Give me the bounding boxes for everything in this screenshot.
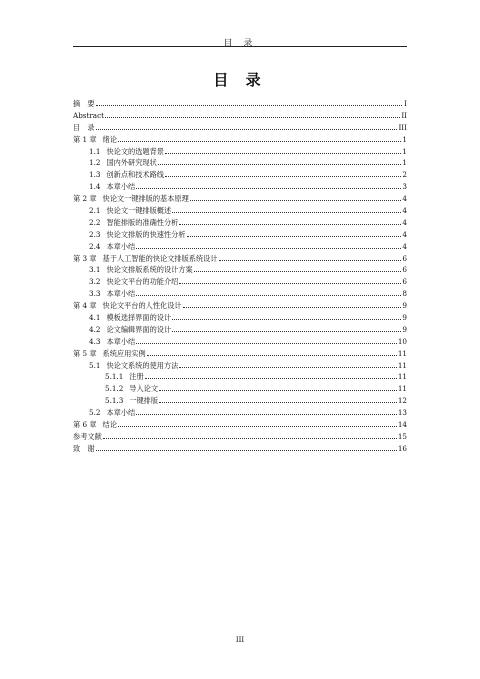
dot-leader	[165, 153, 401, 154]
toc-entry-number: 1.1	[89, 146, 101, 156]
toc-entry-number: 4.3	[89, 336, 101, 346]
toc-entry	[73, 253, 407, 265]
dot-leader	[103, 438, 397, 439]
toc-entry-label: 本章小结	[106, 336, 136, 346]
dot-leader	[172, 212, 401, 213]
toc-entry	[73, 419, 407, 431]
toc-entry-label: 基于人工智能的快论文排版系统设计	[102, 253, 218, 263]
toc-entry	[73, 98, 407, 110]
toc-entry-label: 本章小结	[106, 182, 136, 192]
toc-entry-page: 9	[402, 313, 407, 323]
toc-entry-label: 参考文献	[73, 431, 102, 441]
toc-entry-page: 1	[402, 146, 407, 156]
toc-entry-page: 3	[402, 182, 407, 192]
toc-entry-page: 1	[402, 158, 407, 168]
toc-entry	[73, 264, 407, 276]
dot-leader	[159, 390, 397, 391]
toc-entry-label: 快论文排版的快速性分析	[106, 229, 186, 239]
toc-entry-label: 系统应用实例	[102, 348, 146, 358]
toc-entry	[73, 205, 407, 217]
toc-entry-number: 5.1.2	[105, 384, 124, 394]
toc-entry-page: 4	[402, 241, 407, 251]
toc-entry-number: 第 5 章	[73, 348, 97, 358]
toc-entry-label: 快论文平台的人性化设计	[102, 301, 182, 311]
toc-entry	[73, 229, 407, 241]
dot-leader	[159, 402, 397, 403]
toc-entry-number: 1.4	[89, 182, 101, 192]
toc-entry	[73, 348, 407, 360]
dot-leader	[183, 307, 402, 308]
toc-entry-number: 3.1	[89, 265, 101, 275]
header-rule	[73, 46, 407, 47]
toc-entry-number: 4.2	[89, 324, 101, 334]
toc-entry	[73, 122, 407, 134]
toc-entry	[73, 395, 407, 407]
dot-leader	[96, 450, 397, 451]
table-of-contents	[73, 98, 407, 455]
toc-entry-number: 第 1 章	[73, 134, 97, 144]
dot-leader	[172, 331, 401, 332]
toc-entry	[73, 276, 407, 288]
dot-leader	[179, 283, 401, 284]
dot-leader	[136, 188, 401, 189]
toc-entry-number: 第 6 章	[73, 420, 97, 430]
dot-leader	[145, 378, 397, 379]
dot-leader	[158, 164, 402, 165]
dot-leader	[194, 271, 402, 272]
toc-entry-number: 2.4	[89, 241, 101, 251]
toc-entry-number: 5.1.1	[105, 372, 124, 382]
dot-leader	[118, 141, 402, 142]
toc-entry	[73, 157, 407, 169]
page-number: III	[235, 636, 245, 644]
toc-entry-label: 创新点和技术路线	[106, 170, 164, 180]
toc-entry-number: 5.2	[89, 408, 101, 418]
toc-entry-page: I	[404, 99, 407, 108]
toc-entry	[73, 146, 407, 158]
toc-entry-page: III	[398, 122, 407, 132]
toc-entry-number: 第 4 章	[73, 301, 97, 311]
dot-leader	[105, 117, 400, 118]
toc-entry-label: 结论	[102, 420, 117, 430]
toc-entry-label: 论文编辑界面的设计	[106, 324, 172, 334]
toc-entry-page: 6	[402, 277, 407, 287]
toc-entry-page: 13	[397, 408, 407, 418]
toc-entry	[73, 181, 407, 193]
toc-entry-page: 9	[402, 324, 407, 334]
toc-entry-label: 摘 要	[73, 99, 95, 108]
toc-entry-page: 9	[402, 301, 407, 311]
toc-title: 目 录	[213, 71, 267, 89]
toc-entry-number: 3.3	[89, 289, 101, 299]
toc-entry-number: 第 3 章	[73, 253, 97, 263]
toc-entry-page: 12	[397, 396, 407, 406]
toc-entry	[73, 431, 407, 443]
toc-entry-number: 2.2	[89, 217, 101, 227]
toc-entry-number: 1.2	[89, 158, 101, 168]
toc-entry-label: 绪论	[102, 134, 117, 144]
toc-entry-page: 4	[402, 229, 407, 239]
toc-entry-page: 4	[402, 217, 407, 227]
toc-entry	[73, 110, 407, 122]
toc-entry-number: 2.3	[89, 229, 101, 239]
toc-entry-page: 1	[402, 134, 407, 144]
toc-entry	[73, 288, 407, 300]
toc-entry-label: 导入论文	[129, 384, 159, 394]
toc-entry-page: 14	[397, 420, 407, 430]
toc-entry-page: 6	[402, 265, 407, 275]
toc-entry-page: 11	[397, 360, 407, 370]
toc-entry	[73, 383, 407, 395]
toc-entry-page: 2	[402, 170, 407, 180]
toc-entry-page: II	[401, 110, 407, 120]
toc-entry	[73, 241, 407, 253]
toc-entry-label: 模板选择界面的设计	[106, 313, 172, 323]
toc-entry-page: 15	[397, 431, 407, 441]
toc-entry	[73, 193, 407, 205]
dot-leader	[179, 367, 397, 368]
toc-entry	[73, 336, 407, 348]
toc-entry	[73, 371, 407, 383]
dot-leader	[136, 343, 397, 344]
toc-entry-number: 5.1	[89, 360, 101, 370]
toc-entry-label: 快论文排版系统的设计方案	[106, 265, 193, 275]
dot-leader	[96, 129, 398, 130]
toc-entry-label: 本章小结	[106, 408, 136, 418]
toc-entry-number: 2.1	[89, 206, 101, 216]
toc-entry-page: 11	[397, 372, 407, 382]
toc-entry-number: 4.1	[89, 313, 101, 323]
toc-entry-page: 10	[397, 336, 407, 346]
toc-entry-page: 4	[402, 206, 407, 216]
dot-leader	[165, 176, 401, 177]
toc-entry	[73, 134, 407, 146]
dot-leader	[136, 414, 397, 415]
dot-leader	[179, 224, 401, 225]
toc-entry-label: 快论文系统的使用方法	[106, 360, 179, 370]
toc-entry-page: 4	[402, 194, 407, 204]
toc-entry	[73, 360, 407, 372]
toc-entry-label: 快论文平台的功能介绍	[106, 277, 179, 287]
toc-entry	[73, 443, 407, 455]
toc-entry-label: 注册	[129, 372, 144, 382]
running-header: 目 录	[223, 39, 257, 49]
dot-leader	[147, 355, 397, 356]
toc-entry	[73, 169, 407, 181]
toc-entry	[73, 324, 407, 336]
toc-entry-number: 3.2	[89, 277, 101, 287]
toc-entry-number: 1.3	[89, 170, 101, 180]
toc-entry-label: 快论文一键排版概述	[106, 206, 172, 216]
dot-leader	[136, 248, 401, 249]
dot-leader	[190, 200, 402, 201]
toc-entry-page: 11	[397, 384, 407, 394]
dot-leader	[187, 236, 402, 237]
toc-entry-label: 快论文一键排版的基本原理	[102, 194, 189, 204]
dot-leader	[172, 319, 401, 320]
toc-entry-page: 6	[402, 253, 407, 263]
dot-leader	[118, 426, 397, 427]
dot-leader	[219, 260, 402, 261]
toc-entry-label: 本章小结	[106, 289, 136, 299]
toc-entry-page: 8	[402, 289, 407, 299]
toc-entry	[73, 312, 407, 324]
toc-entry-number: 第 2 章	[73, 194, 97, 204]
toc-entry-page: 11	[397, 348, 407, 358]
toc-entry-label: 智能排版的准确性分析	[106, 217, 179, 227]
toc-entry-label: 国内外研究现状	[106, 158, 157, 168]
toc-entry-label: 一键排版	[129, 396, 159, 406]
toc-entry-label: 致 谢	[73, 443, 95, 453]
dot-leader	[96, 105, 402, 106]
toc-entry-page: 16	[397, 443, 407, 453]
toc-entry-label: Abstract	[73, 110, 105, 120]
toc-entry-label: 快论文的选题背景	[106, 146, 164, 156]
dot-leader	[136, 295, 401, 296]
toc-entry	[73, 300, 407, 312]
toc-entry-number: 5.1.3	[105, 396, 124, 406]
toc-entry-label: 目 录	[73, 122, 95, 132]
toc-entry	[73, 407, 407, 419]
toc-entry	[73, 217, 407, 229]
toc-entry-label: 本章小结	[106, 241, 136, 251]
